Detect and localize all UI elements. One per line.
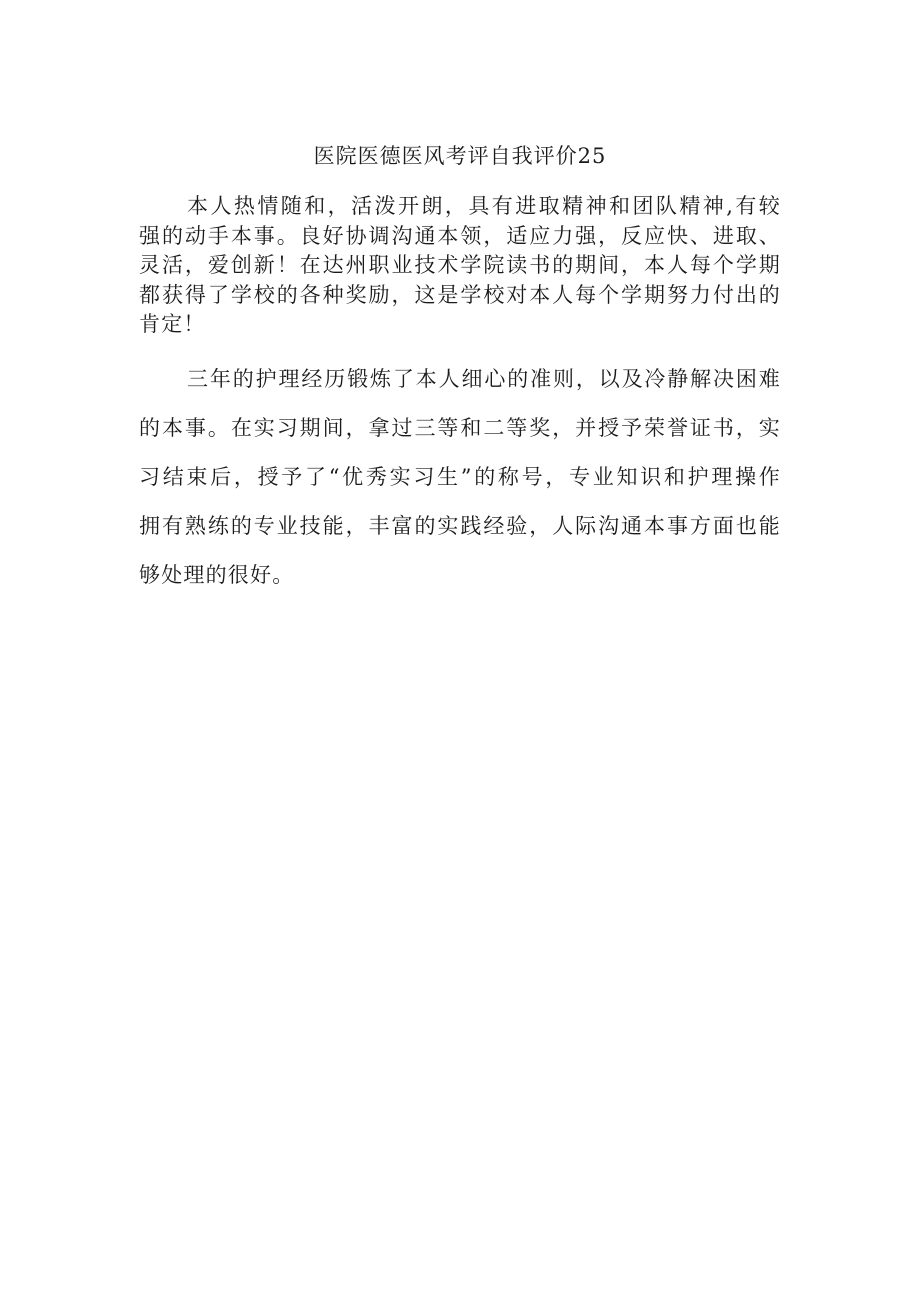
paragraph-line: 习结束后，授予了“优秀实习生”的称号，专业知识和护理操作 <box>139 465 781 489</box>
paragraph-line: 的本事。在实习期间，拿过三等和二等奖，并授予荣誉证书，实 <box>139 416 781 440</box>
paragraph-self-intro <box>139 192 781 340</box>
paragraph-line: 本人热情随和，活泼开朗，具有进取精神和团队精神,有较 <box>187 194 781 218</box>
paragraph-line: 三年的护理经历锻炼了本人细心的准则，以及冷静解决困难 <box>187 367 781 391</box>
paragraph-nursing-experience <box>139 355 781 600</box>
paragraph-line: 肯定！ <box>139 312 206 336</box>
document-title: 医院医德医风考评自我评价25 <box>313 144 607 168</box>
paragraph-line: 强的动手本事。良好协调沟通本领，适应力强，反应快、进取、 <box>139 223 781 248</box>
paragraph-line: 都获得了学校的各种奖励，这是学校对本人每个学期努力付出的 <box>139 282 781 307</box>
paragraph-line: 拥有熟练的专业技能，丰富的实践经验，人际沟通本事方面也能 <box>139 514 781 538</box>
paragraph-line: 够处理的很好。 <box>139 563 295 587</box>
paragraph-line: 灵活，爱创新！在达州职业技术学院读书的期间，本人每个学期 <box>139 253 781 277</box>
